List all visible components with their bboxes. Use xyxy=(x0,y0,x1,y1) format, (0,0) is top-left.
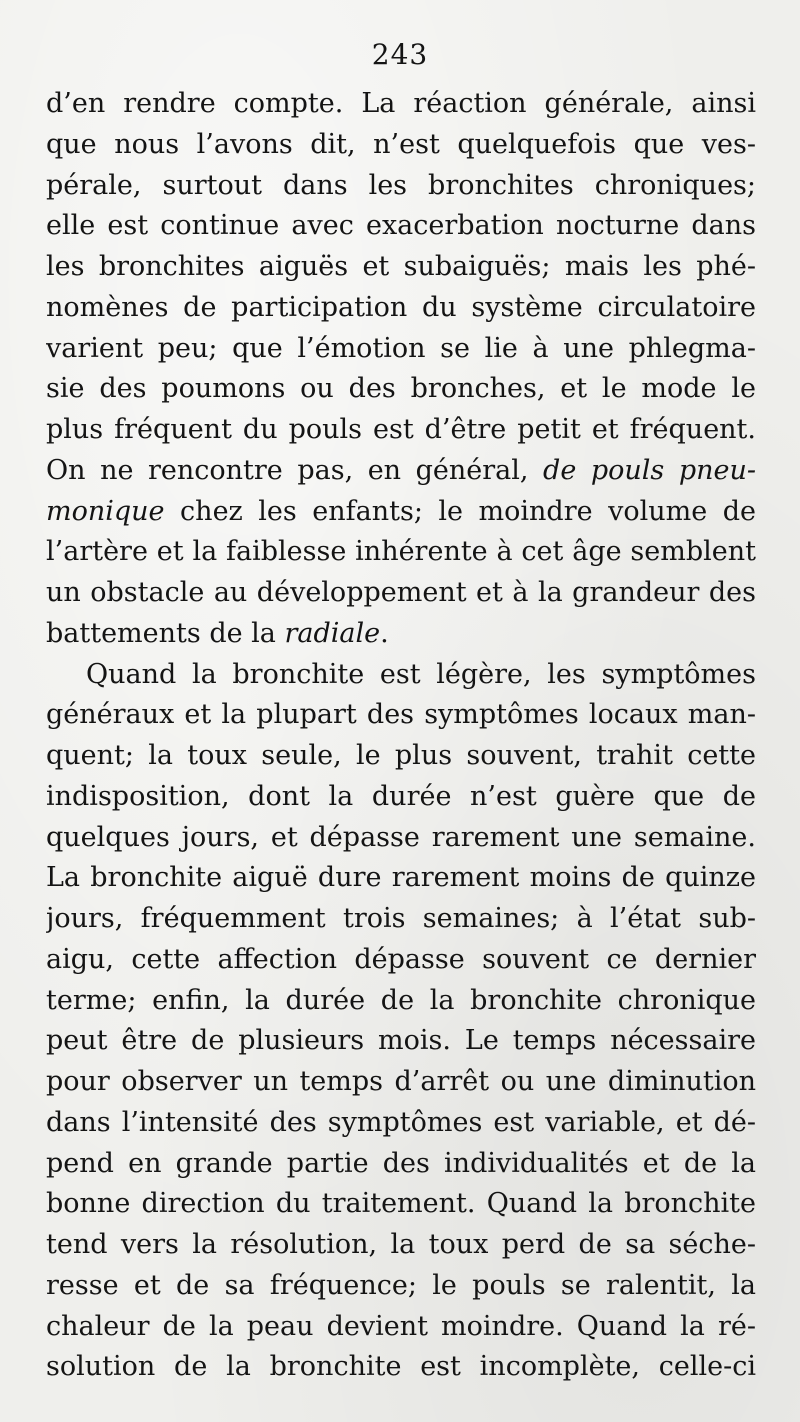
text-line xyxy=(46,1144,756,1185)
italic-text: monique xyxy=(46,495,165,527)
text-segment: aigu, cette affection dépasse souvent ce dernier xyxy=(46,943,756,975)
body-text xyxy=(46,84,756,1388)
text-segment: que nous l’avons dit, n’est quelquefois que ves- xyxy=(46,128,756,160)
text-line xyxy=(46,858,756,899)
text-line xyxy=(46,492,756,533)
text-segment: battements de la xyxy=(46,617,285,649)
text-line xyxy=(46,247,756,288)
text-segment: d’en rendre compte. La réaction générale, ainsi xyxy=(46,88,756,119)
text-line xyxy=(46,451,756,492)
text-line xyxy=(46,736,756,777)
text-line xyxy=(46,1307,756,1348)
text-segment: pour observer un temps d’arrêt ou une diminution xyxy=(46,1066,756,1097)
text-segment: resse et de sa fréquence; le pouls se ralentit, la xyxy=(46,1269,756,1301)
text-segment: sie des poumons ou des bronches, et le mode le xyxy=(46,373,756,405)
text-line xyxy=(46,288,756,329)
text-line xyxy=(46,695,756,736)
text-segment: chaleur de la peau devient moindre. Quand la ré- xyxy=(46,1310,756,1342)
text-line xyxy=(46,940,756,981)
text-line xyxy=(46,206,756,247)
text-segment: peut être de plusieurs mois. Le temps nécessaire xyxy=(46,1025,756,1057)
text-line xyxy=(46,532,756,573)
text-segment: quelques jours, et dépasse rarement une semaine. xyxy=(46,821,756,853)
text-segment: tend vers la résolution, la toux perd de sa séche- xyxy=(46,1229,756,1260)
text-segment: un obstacle au développement et à la grandeur des xyxy=(46,577,756,608)
text-line xyxy=(46,1266,756,1307)
text-segment: pend en grande partie des individualités et de la xyxy=(46,1147,756,1179)
text-segment: La bronchite aiguë dure rarement moins de quinze xyxy=(46,862,756,894)
text-line xyxy=(46,1103,756,1144)
text-line xyxy=(46,1021,756,1062)
text-segment: chez les enfants; le moindre volume de xyxy=(164,495,756,527)
text-segment: pérale, surtout dans les bronchites chroniques; xyxy=(46,169,756,201)
text-segment: bonne direction du traitement. Quand la bronchite xyxy=(46,1188,756,1220)
text-line xyxy=(46,614,756,655)
text-line xyxy=(46,899,756,940)
page-number: 243 xyxy=(371,38,429,71)
text-segment: solution de la bronchite est incomplète, celle-ci xyxy=(46,1351,756,1383)
text-segment: généraux et la plupart des symptômes locaux man- xyxy=(46,699,756,731)
text-line xyxy=(46,818,756,859)
text-line xyxy=(46,981,756,1022)
text-segment: . xyxy=(380,617,389,649)
text-segment: jours, fréquemment trois semaines; à l’état sub- xyxy=(46,903,756,934)
text-line xyxy=(46,410,756,451)
text-line xyxy=(46,777,756,818)
italic-text: radiale xyxy=(284,617,381,649)
text-line xyxy=(46,1225,756,1266)
text-segment: varient peu; que l’émotion se lie à une phlegma- xyxy=(46,332,756,364)
text-segment: terme; enfin, la durée de la bronchite chronique xyxy=(46,984,756,1016)
text-segment: l’artère et la faiblesse inhérente à cet âge semblent xyxy=(46,536,756,568)
text-line xyxy=(46,1184,756,1225)
text-segment: On ne rencontre pas, en général, xyxy=(46,454,544,486)
text-segment: dans l’intensité des symptômes est variable, et dé- xyxy=(46,1106,756,1138)
italic-text: de pouls pneu- xyxy=(543,454,756,486)
text-segment: indisposition, dont la durée n’est guère que de xyxy=(46,780,756,812)
text-line xyxy=(46,1062,756,1103)
text-segment: nomènes de participation du système circulatoire xyxy=(46,291,756,323)
text-segment: les bronchites aiguës et subaiguës; mais les phé- xyxy=(46,251,756,282)
text-segment: quent; la toux seule, le plus souvent, trahit cette xyxy=(46,740,756,771)
text-line xyxy=(46,84,756,125)
text-line xyxy=(46,329,756,370)
text-line xyxy=(46,125,756,166)
text-line xyxy=(46,166,756,207)
text-segment: Quand la bronchite est légère, les symptômes xyxy=(86,658,756,690)
text-segment: elle est continue avec exacerbation nocturne dans xyxy=(46,210,756,242)
text-line xyxy=(46,1347,756,1388)
text-line xyxy=(46,573,756,614)
text-line xyxy=(46,369,756,410)
text-line xyxy=(46,655,756,696)
text-segment: plus fréquent du pouls est d’être petit et fréquent. xyxy=(46,414,756,445)
